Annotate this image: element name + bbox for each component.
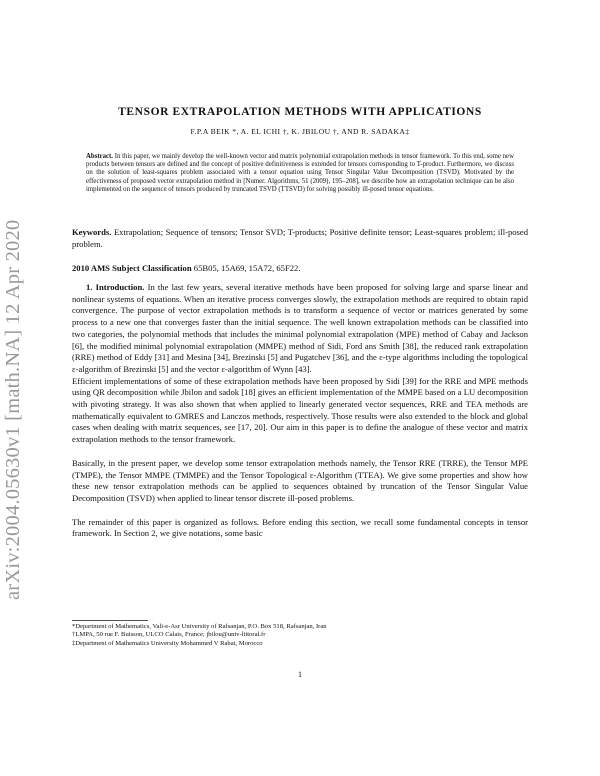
paragraph-3: Basically, in the present paper, we develop some tensor extrapolation methods namely, the Tensor RRE (TRRE), the Tensor MPE (TMPE), the Tensor MMPE (TMMPE) and the Tensor Topological ε-Algorithm (TTEA). We give some properties and show how these new tensor extrapolation methods can be applied to sequences obtained by truncation of the Tensor Singular Value Decomposition (TSVD) when applied to linear tensor discrete ill-posed problems. <box>72 457 528 503</box>
paragraph-1 <box>72 282 528 376</box>
abstract-text: In this paper, we mainly develop the well-known vector and matrix polynomial extrapolation methods in tensor framework. To this end, some new products between tensors are defined and the concept of positive definitiveness is extended for tensors corresponding to T-product. Furthermore, we discuss on the solution of least-squares problem associated with a tensor equation using Tensor Singular Value Decomposition (TSVD). Motivated by the effectiveness of proposed vector extrapolation method in [Numer. Algorithms, 51 (2009), 195–208], we describe how an extrapolation technique can be also implemented on the sequence of tensors produced by truncated TSVD (TTSVD) for solving possibly ill-posed tensor equations. <box>86 153 514 193</box>
ams-label: 2010 AMS Subject Classification <box>72 263 192 273</box>
paragraph-2: Efficient implementations of some of these extrapolation methods have been proposed by Sidi [39] for the RRE and MPE methods using QR decomposition while Jbilon and sadok [18] gives an efficient implementation of the MMPE based on a LU decomposition with pivoting strategy. It was also shown that when applied to linearly generated vector sequences, RRE and TEA methods are mathematically equivalent to GMRES and Lanczos methods, respectively. Those results were also extended to the block and global cases when dealing with matrix sequences, see [17, 20]. Our aim in this paper is to define the analogue of these vector and matrix extrapolation methods to the tensor framework. <box>72 375 528 445</box>
paper-authors: F.P.A BEIK *, A. EL ICHI †, K. JBILOU †, AND R. SADAKA‡ <box>190 127 410 136</box>
abstract <box>86 153 514 194</box>
footnotes <box>72 623 528 648</box>
abstract-label: Abstract. <box>86 153 113 160</box>
footnote-divider <box>72 620 148 621</box>
ams-codes: 65B05, 15A69, 15A72, 65F22. <box>193 263 301 273</box>
keywords-text: Extrapolation; Sequence of tensors; Tensor SVD; T-products; Positive definite tensor; Least-squares problem; ill-posed problem. <box>72 227 528 249</box>
ams-classification <box>72 263 528 273</box>
footnote-2: †LMPA, 50 rue F. Buisson, ULCO Calais, France; jbilou@univ-littoral.fr <box>72 631 266 639</box>
section-introduction <box>72 282 528 540</box>
paragraph-4: The remainder of this paper is organized as follows. Before ending this section, we recall some fundamental concepts in tensor framework. In Section 2, we give notations, some basic <box>72 516 528 539</box>
footnote-3: ‡Department of Mathematics University Mohammed V Rabat, Morocco <box>72 639 263 647</box>
paragraph-1-text: In the last few years, several iterative methods have been proposed for solving large and sparse linear and nonlinear systems of equations. When an iterative process converges slowly, the extrapolation methods are required to obtain rapid convergence. The purpose of vector extrapolation methods is to transform a sequence of vector or matrices generated by some process to a new one that converges faster than the initial sequence. The well known extrapolation methods can be classified into two categories, the polynomial methods that includes the minimal polynomial extrapolation (MPE) method of Cabay and Jackson [6], the modified minimal polynomial extrapolation (MMPE) method of Sidi, Ford ans Smith [38], the reduced rank extrapolation (RRE) method of Eddy [31] and Mesina [34], Brezinski [5] and Pugatchev [36], and the ε-type algorithms including the topological ε-algorithm of Brezinski [5] and the vector ε-algorithm of Wynn [43]. <box>72 282 528 374</box>
page-number: 1 <box>298 670 302 679</box>
paper-title: TENSOR EXTRAPOLATION METHODS WITH APPLICATIONS <box>118 106 482 118</box>
footnote-1: *Department of Mathematics, Vali-e-Asr University of Rafsanjan, P.O. Box 518, Rafsanjan, Iran <box>72 623 327 630</box>
keywords <box>72 227 528 251</box>
arxiv-identifier: arXiv:2004.05630v1 [math.NA] 12 Apr 2020 <box>2 219 24 600</box>
section-heading: 1. Introduction. <box>86 282 145 292</box>
arxiv-side-stamp <box>2 80 28 600</box>
keywords-label: Keywords. <box>72 227 112 237</box>
